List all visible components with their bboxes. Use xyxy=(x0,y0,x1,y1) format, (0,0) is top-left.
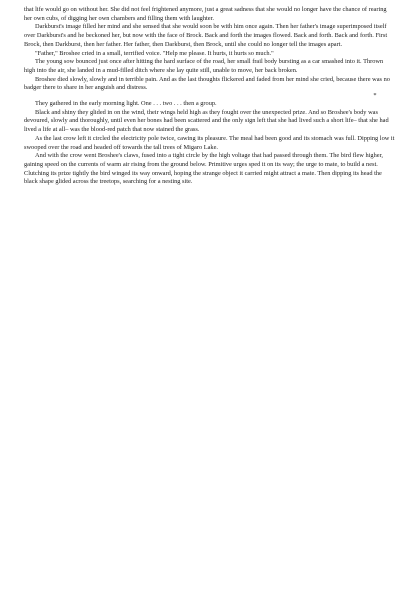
paragraph: Darkburst's image filled her mind and she sensed that she would soon be with him once again. Then her father's image superimposed itself over Darkburst's and he beckoned her, but now with the face of Brock. Back and forth the images flowed. Back and forth. Back and forth. First Brock, then Darkburst, then her father. Her father, then Darkburst, then Brock, until she could no longer tell the images apart. xyxy=(24,23,388,48)
paragraph: As the last crow left it circled the electricity pole twice, cawing its pleasure. The meal had been good and its stomach was full. Dipping low it swooped over the road and headed off towards the tall trees of Migaro Lake. xyxy=(24,134,395,151)
paragraph: The young sow bounced just once after hitting the hard surface of the road, her small frail body bursting as a car smashed into it. Thrown high into the air, she landed in a mud-filled ditch where she lay quite still, unable to move, her back broken. xyxy=(24,58,384,74)
paragraph: "Father," Broshee cried in a small, terrified voice. "Help me please. It hurts, it hurts so much." xyxy=(35,49,274,57)
section-break: * xyxy=(373,92,377,100)
paragraph: that life would go on without her. She did not feel frightened anymore, just a great sadness that she would no longer have the chance of rearing her own cubs, of digging her own chambers and filling them with laughter. xyxy=(24,6,387,22)
paragraph: And with the crow went Broshee's claws, fused into a tight circle by the high voltage that had passed through them. The bird flew higher, gaining speed on the currents of warm air rising from the ground below. Primitive urges sped it on its way; the urge to mate, to build a nest. Clutching its prize tightly the bird winged its way onward, hoping the strange object it carried might attract a mate. Then dipping its head the black shape glided across the treetops, searching for a nesting site. xyxy=(24,152,384,186)
paragraph: Black and shiny they glided in on the wind, their wings held high as they fought over the unexpected prize. And so Broshee's body was devoured, slowly and thoroughly, until even her bones had been scattered and the only sign left that she had lived such a short life– that she had lived a life at all– was the blood-red patch that now stained the grass. xyxy=(24,108,389,134)
paragraph: Broshee died slowly, slowly and in terrible pain. And as the last thoughts flickered and faded from her mind she cried, because there was no badger there to share in her anguish and distress. xyxy=(24,75,390,92)
document-page xyxy=(24,6,396,187)
paragraph: They gathered in the early morning light. One . . . two . . . then a group. xyxy=(35,100,217,108)
